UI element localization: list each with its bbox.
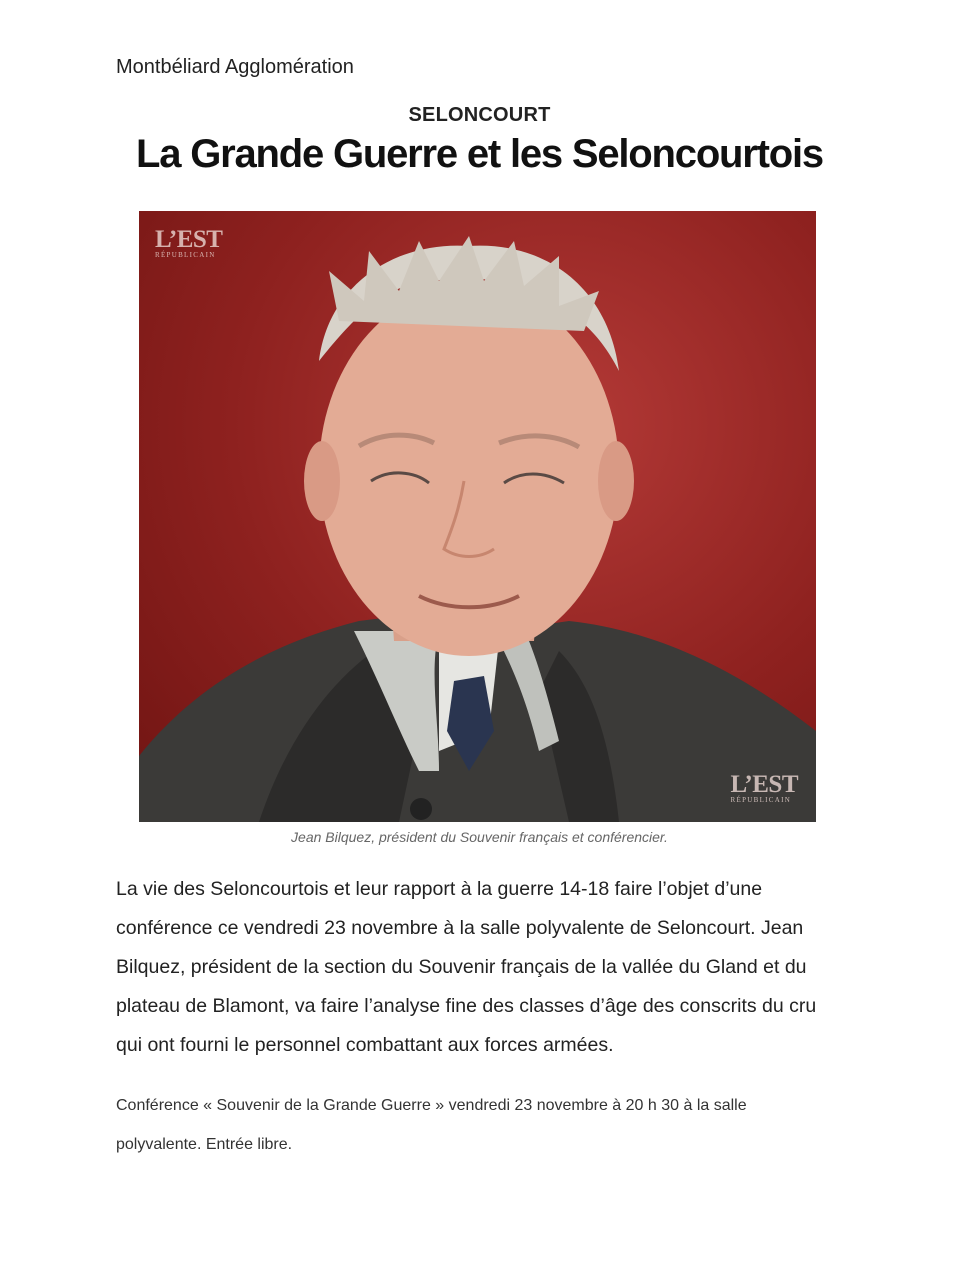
event-note: Conférence « Souvenir de la Grande Guerre » vendredi 23 novembre à 20 h 30 à la salle polyvalente. Entrée libre. (116, 1097, 747, 1153)
photo-caption: Jean Bilquez, président du Souvenir français et conférencier. (291, 829, 668, 845)
article-title: La Grande Guerre et les Seloncourtois (136, 132, 823, 176)
article-photo (139, 211, 816, 822)
article-body: La vie des Seloncourtois et leur rapport à la guerre 14-18 faire l’objet d’une conférence ce vendredi 23 novembre à la salle polyvalente de Seloncourt. Jean Bilquez, président de la section du Souvenir français de la vallée du Gland et du plateau de Blamont, va faire l’analyse fine des classes d’âge des conscrits du cru qui ont fourni le personnel combattant aux forces armées. (116, 878, 817, 1056)
section-name: Montbéliard Agglomération (116, 56, 354, 78)
article-kicker: SELONCOURT (408, 104, 551, 126)
portrait-illustration (139, 211, 816, 822)
publisher-watermark-top: L’EST RÉPUBLICAIN (155, 226, 223, 259)
publisher-watermark-bottom: L’EST RÉPUBLICAIN (730, 771, 798, 804)
